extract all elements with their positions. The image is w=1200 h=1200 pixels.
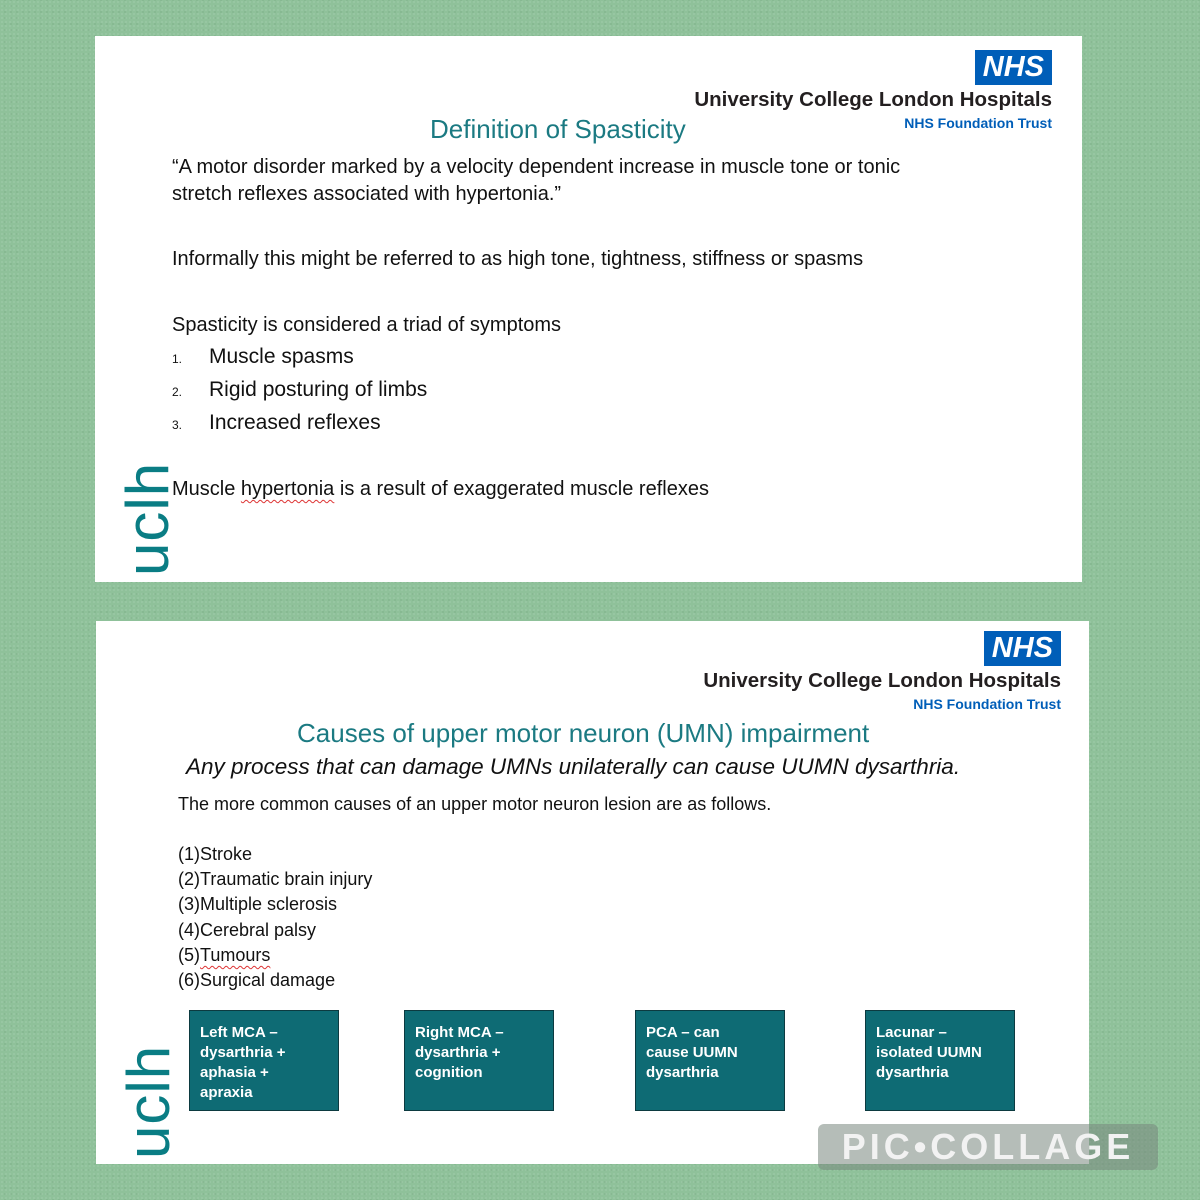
quote-line-2: stretch reflexes associated with hypertonia.”: [172, 183, 562, 205]
triad-intro: Spasticity is considered a triad of symptoms: [172, 314, 562, 336]
list-item: Muscle spasms: [209, 345, 354, 368]
list-item: (2)Traumatic brain injury: [178, 869, 373, 890]
pic-collage-watermark: PIC•COLLAGE: [818, 1124, 1158, 1170]
list-item: (6)Surgical damage: [178, 970, 336, 991]
slide-title: Definition of Spasticity: [430, 114, 686, 144]
closing-text: Muscle: [172, 478, 241, 500]
org-subtitle: NHS Foundation Trust: [913, 696, 1061, 712]
org-subtitle: NHS Foundation Trust: [904, 115, 1052, 131]
stroke-type-box-left-mca: Left MCA – dysarthria + aphasia + apraxia: [189, 1010, 339, 1111]
quote-line-1: “A motor disorder marked by a velocity dependent increase in muscle tone or tonic: [172, 156, 901, 178]
informal-description: Informally this might be referred to as high tone, tightness, stiffness or spasms: [172, 248, 864, 270]
list-item: (5)Tumours: [178, 944, 271, 965]
list-number: 2.: [172, 385, 183, 399]
nhs-logo: NHS: [975, 50, 1052, 85]
causes-list: [178, 842, 372, 993]
causes-intro: The more common causes of an upper motor neuron lesion are as follows.: [178, 794, 772, 814]
nhs-header: [703, 631, 1061, 712]
nhs-header: [694, 50, 1052, 131]
list-item: (3)Multiple sclerosis: [178, 894, 338, 915]
stroke-type-box-right-mca: Right MCA – dysarthria + cognition: [404, 1010, 554, 1111]
slide-title: Causes of upper motor neuron (UMN) impairment: [297, 718, 870, 748]
uclh-logo: uclh: [114, 461, 181, 576]
closing-keyword: hypertonia: [240, 478, 335, 500]
list-item: Rigid posturing of limbs: [209, 378, 428, 401]
slide-subtitle: Any process that can damage UMNs unilaterally can cause UUMN dysarthria.: [186, 754, 961, 779]
slide-causes-umn-impairment: [96, 621, 1089, 1164]
list-number: 3.: [172, 418, 183, 432]
list-item: (4)Cerebral palsy: [178, 919, 317, 940]
stroke-type-box-pca: PCA – can cause UUMN dysarthria: [635, 1010, 785, 1111]
uclh-logo: uclh: [115, 1044, 182, 1159]
stroke-type-box-lacunar: Lacunar – isolated UUMN dysarthria: [865, 1010, 1015, 1111]
definition-quote: [172, 154, 900, 208]
org-name: University College London Hospitals: [703, 669, 1061, 692]
nhs-logo: NHS: [984, 631, 1061, 666]
closing-statement: [172, 476, 709, 503]
slide-definition-of-spasticity: [95, 36, 1082, 582]
list-number: 1.: [172, 352, 183, 366]
org-name: University College London Hospitals: [694, 88, 1052, 111]
list-item: Increased reflexes: [209, 411, 381, 434]
closing-text: is a result of exaggerated muscle reflexes: [334, 478, 709, 500]
list-item: (1)Stroke: [178, 844, 253, 864]
